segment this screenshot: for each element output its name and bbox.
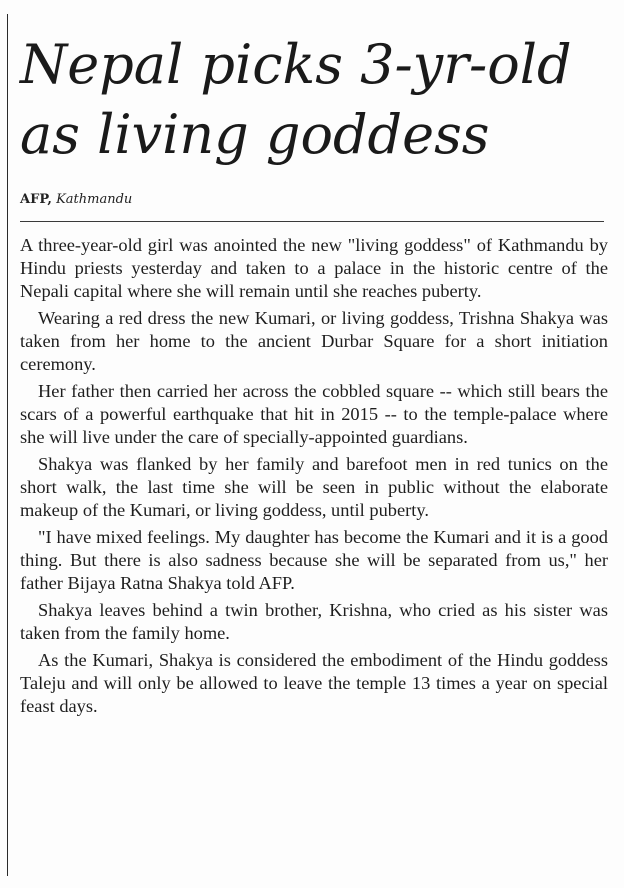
article-body: [20, 234, 608, 722]
article-paragraph: "I have mixed feelings. My daughter has become the Kumari and it is a good thing. But there is also sadness because she will be separated from us," her father Bijaya Ratna Shakya told AFP.: [20, 527, 608, 593]
byline: [20, 192, 132, 208]
byline-dateline: Kathmandu: [56, 192, 133, 207]
byline-divider: [20, 221, 604, 222]
article-paragraph: A three-year-old girl was anointed the new "living goddess" of Kathmandu by Hindu priests yesterday and taken to a palace in the historic centre of the Nepali capital where she will remain until she reaches puberty.: [20, 235, 608, 301]
headline-line-2: as living goddess: [20, 103, 490, 166]
article-paragraph: As the Kumari, Shakya is considered the embodiment of the Hindu goddess Taleju and will only be allowed to leave the temple 13 times a year on special feast days.: [20, 650, 608, 716]
article-paragraph: Her father then carried her across the cobbled square -- which still bears the scars of a powerful earthquake that hit in 2015 -- to the temple-palace where she will live under the care of specially-appointed guardians.: [20, 381, 608, 447]
byline-agency: AFP,: [20, 192, 52, 207]
article-paragraph: Shakya was flanked by her family and barefoot men in red tunics on the short walk, the last time she will be seen in public without the elaborate makeup of the Kumari, or living goddess, until puberty.: [20, 454, 608, 520]
headline-line-1: Nepal picks 3-yr-old: [20, 33, 572, 96]
column-rule: [7, 14, 8, 876]
article-paragraph: Wearing a red dress the new Kumari, or living goddess, Trishna Shakya was taken from her home to the ancient Durbar Square for a short initiation ceremony.: [20, 308, 608, 374]
article-paragraph: Shakya leaves behind a twin brother, Krishna, who cried as his sister was taken from the family home.: [20, 600, 608, 643]
headline: [20, 30, 616, 170]
